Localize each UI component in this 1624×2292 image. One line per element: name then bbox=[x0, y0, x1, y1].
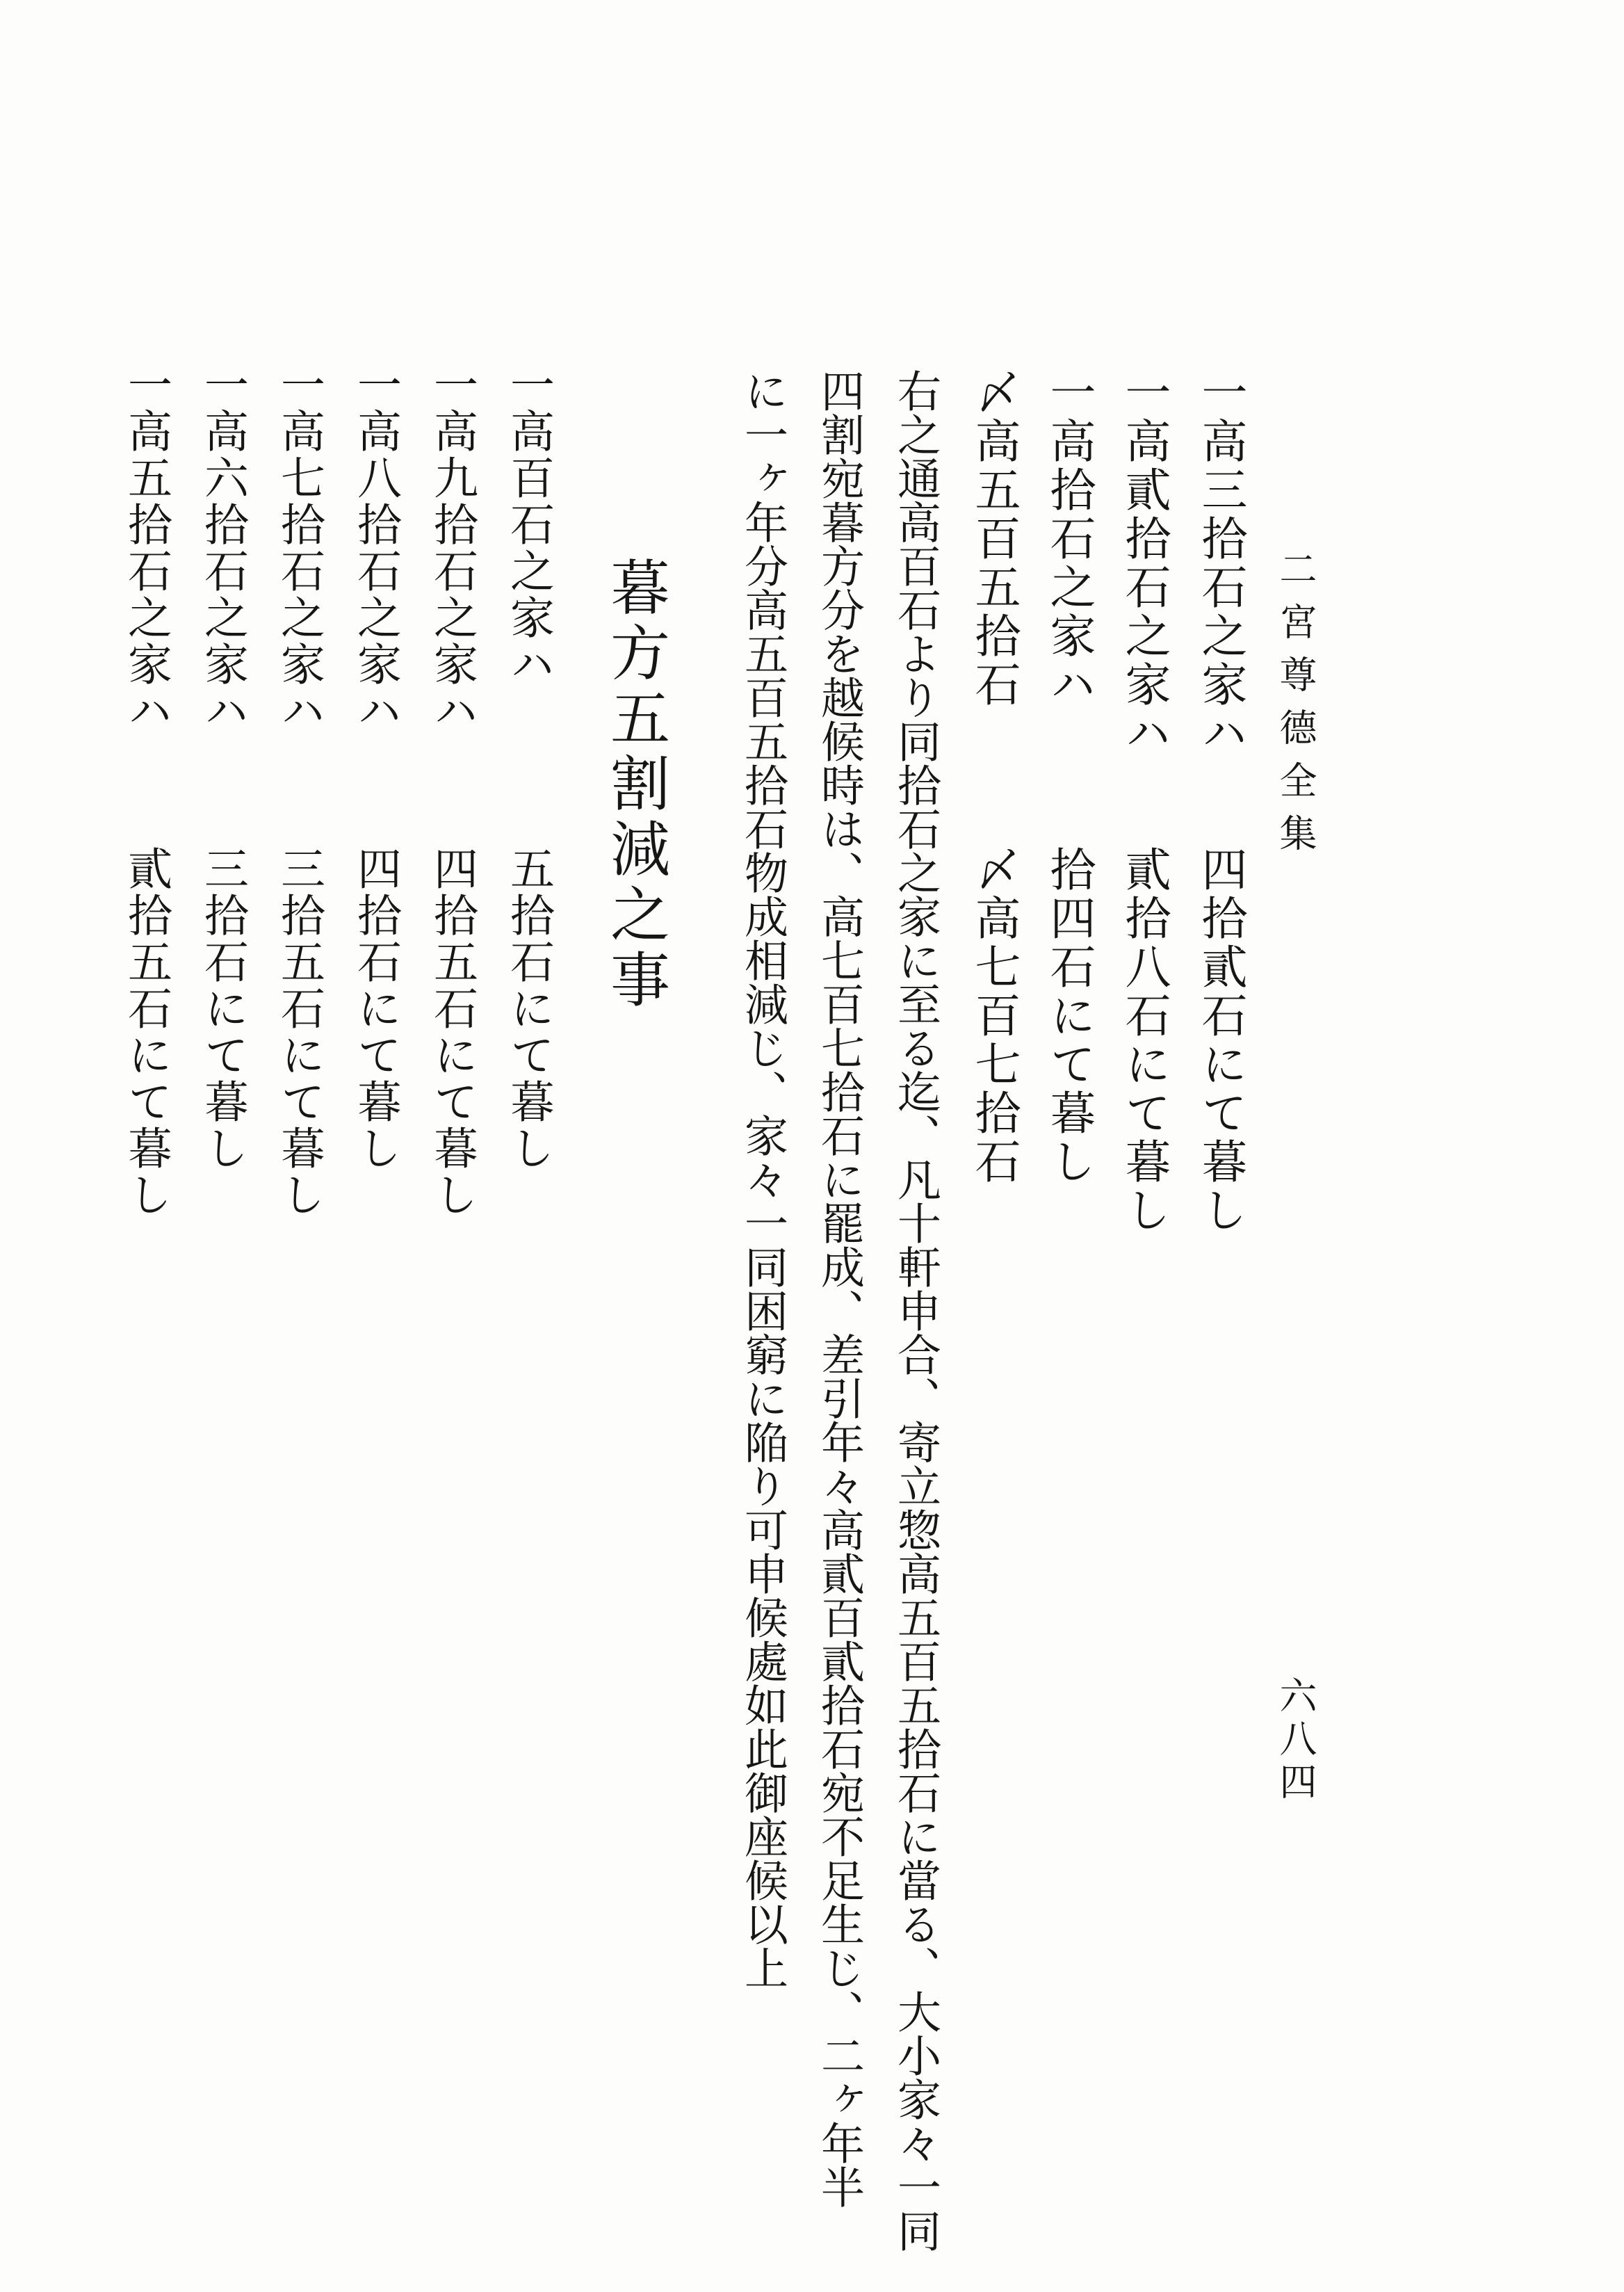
paragraph-line: 四割宛暮方分を越候時は、高七百七拾石に罷成、差引年々高貳百貳拾石宛不足生じ、二ヶ年半 bbox=[814, 369, 865, 2209]
entry-house: 一高拾石之家ハ bbox=[1042, 369, 1096, 709]
entry-living: 拾四石にて暮し bbox=[1042, 846, 1096, 1186]
total-value: 〆高七百七拾石 bbox=[967, 846, 1021, 1186]
total-label: 〆高五百五拾石 bbox=[967, 369, 1021, 709]
entry-living: 四拾貳石にて暮し bbox=[1194, 846, 1247, 1235]
paragraph-line: に一ヶ年分高五百五拾石物成相減じ、家々一同困窮に陥り可申候處如此御座候以上 bbox=[738, 369, 788, 1990]
entry-living: 貳拾五石にて暮し bbox=[120, 846, 172, 1218]
entry-house: 一高九拾石之家ハ bbox=[426, 362, 478, 734]
entry-living: 五拾石にて暮し bbox=[503, 846, 554, 1172]
entry-house: 一高七拾石之家ハ bbox=[273, 362, 325, 734]
page-number: 六八四 bbox=[1274, 1676, 1317, 1805]
entry-house: 一高八拾石之家ハ bbox=[350, 362, 401, 734]
entry-living: 四拾五石にて暮し bbox=[426, 846, 478, 1218]
entry-living: 三拾石にて暮し bbox=[197, 846, 248, 1172]
book-title: 二宮尊德全集 bbox=[1274, 549, 1317, 866]
entry-house: 一高貳拾石之家ハ bbox=[1117, 369, 1171, 758]
entry-living: 四拾石にて暮し bbox=[350, 846, 401, 1172]
paragraph-line: 右之通高百石より同拾石之家に至る迄、凡十軒申合、寄立惣高五百五拾石に當る、大小家々一同 bbox=[891, 369, 941, 2252]
entry-house: 一高三拾石之家ハ bbox=[1194, 369, 1247, 758]
entry-house: 一高百石之家ハ bbox=[503, 362, 554, 688]
entry-house: 一高六拾石之家ハ bbox=[197, 362, 248, 734]
entry-living: 貳拾八石にて暮し bbox=[1117, 846, 1171, 1235]
entry-house: 一高五拾石之家ハ bbox=[120, 362, 172, 734]
entry-living: 三拾五石にて暮し bbox=[273, 846, 325, 1218]
section-title: 暮方五割減之事 bbox=[600, 556, 669, 1014]
